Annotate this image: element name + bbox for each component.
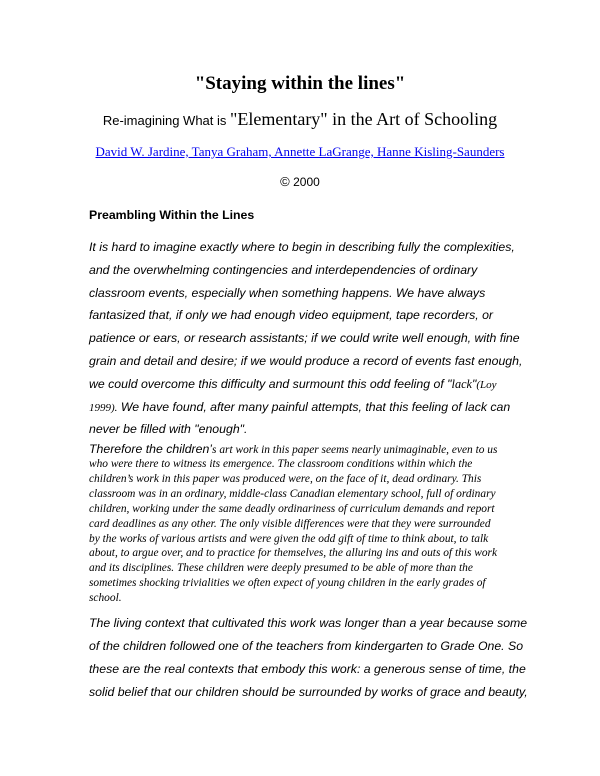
- text-span: lack: [451, 377, 473, 391]
- copyright-symbol: ©: [280, 174, 290, 189]
- subtitle-prefix: Re-imagining What is: [102, 113, 230, 128]
- text-line: classroom events, especially when something happens. We have always: [89, 286, 486, 300]
- text-line: of the children followed one of the teachers from kindergarten to Grade One. So: [89, 639, 524, 653]
- citation: 1999).: [89, 402, 118, 414]
- document-subtitle: [0, 109, 600, 131]
- text-line: children, working under the same deadly ordinariness of curriculum demands and report: [89, 503, 495, 515]
- section-heading: Preambling Within the Lines: [89, 208, 255, 222]
- text-line: solid belief that our children should be surrounded by works of grace and beauty,: [89, 685, 528, 699]
- text-span: ": [472, 377, 477, 391]
- text-line: classroom was in an ordinary, middle-class Canadian elementary school, full of ordinary: [89, 488, 496, 500]
- text-line: about, to argue over, and to practice for themselves, the alluring ins and outs of this work: [89, 547, 498, 559]
- text-line: [89, 376, 497, 393]
- citation: (Loy: [476, 379, 497, 391]
- text-line: and its disciplines. These children were deeply presumed to be able of more than the: [89, 562, 473, 574]
- authors-line: [0, 144, 600, 160]
- text-line: by the works of various artists and were given the odd gift of time to think about, to talk: [89, 533, 489, 545]
- text-line: It is hard to imagine exactly where to begin in describing fully the complexities,: [89, 240, 515, 254]
- text-line: children’s work in this paper was produced were, on the face of it, dead ordinary. This: [89, 473, 482, 485]
- subtitle-main: "Elementary" in the Art of Schooling: [230, 109, 498, 129]
- text-line: fantasized that, if only we had enough video equipment, tape recorders, or: [89, 308, 494, 322]
- text-line: grain and detail and desire; if we would produce a record of events fast enough,: [89, 354, 523, 368]
- text-line: [89, 399, 510, 416]
- document-title: "Staying within the lines": [194, 73, 406, 94]
- text-span: Therefore the children’: [89, 442, 213, 456]
- text-line: card deadlines as any other. The only visible differences were that they were surrounded: [89, 518, 491, 530]
- text-line: [89, 442, 497, 457]
- text-line: The living context that cultivated this work was longer than a year because some: [89, 616, 528, 630]
- copyright-line: [0, 174, 600, 190]
- text-span: we could overcome this difficulty and surmount this odd feeling of ": [89, 377, 452, 391]
- copyright-year: 2000: [293, 175, 320, 189]
- text-line: who were there to witness its emergence. The classroom conditions within which the: [89, 458, 473, 470]
- text-line: sometimes shocking trivialities we often expect of young children in the early grades of: [89, 577, 486, 589]
- text-span: s art work in this paper seems nearly unimaginable, even to us: [212, 444, 498, 456]
- text-line: these are the real contexts that embody this work: a generous sense of time, the: [89, 662, 526, 676]
- text-line: patience or ears, or research assistants; if we could write well enough, with fine: [89, 331, 520, 345]
- text-line: school.: [89, 592, 122, 604]
- text-span: We have found, after many painful attempts, that this feeling of lack can: [117, 400, 511, 414]
- text-line: and the overwhelming contingencies and interdependencies of ordinary: [89, 263, 478, 277]
- text-line: never be filled with "enough".: [89, 422, 248, 436]
- authors-link[interactable]: David W. Jardine, Tanya Graham, Annette LaGrange, Hanne Kisling-Saunders: [95, 144, 505, 159]
